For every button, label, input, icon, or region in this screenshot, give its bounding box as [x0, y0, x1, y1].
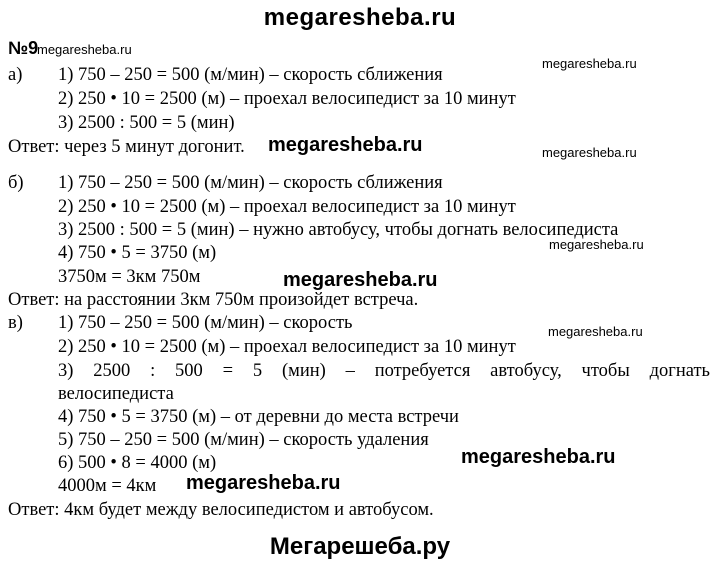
answer-line: Ответ: на расстоянии 3км 750м произойдет встреча. — [8, 290, 419, 310]
solution-line: 1) 750 – 250 = 500 (м/мин) – скорость сближения — [58, 65, 443, 85]
watermark-small: megaresheba.ru — [542, 56, 637, 71]
part-a-label: а) — [8, 65, 23, 85]
part-b-label: б) — [8, 173, 24, 193]
solution-line: 4) 750 • 5 = 3750 (м) — [58, 243, 217, 263]
answer-line: Ответ: через 5 минут догонит. — [8, 137, 245, 157]
watermark-footer: Мегарешеба.ру — [269, 533, 451, 560]
solution-line: 6) 500 • 8 = 4000 (м) — [58, 453, 217, 473]
watermark-small: megaresheba.ru — [548, 324, 643, 339]
part-c-label: в) — [8, 313, 23, 333]
solution-line: 5) 750 – 250 = 500 (м/мин) – скорость удаления — [58, 430, 429, 450]
watermark-header: megaresheba.ru — [263, 4, 457, 31]
watermark-big: megaresheba.ru — [283, 269, 438, 291]
watermark-small: megaresheba.ru — [37, 42, 132, 57]
solution-line: 3750м = 3км 750м — [58, 267, 201, 287]
watermark-big: megaresheba.ru — [461, 446, 616, 468]
solution-line: 4) 750 • 5 = 3750 (м) – от деревни до места встречи — [58, 407, 459, 427]
solution-line: 3) 2500 : 500 = 5 (мин) — [58, 113, 235, 133]
watermark-big: megaresheba.ru — [268, 134, 423, 156]
solution-line: 4000м = 4км — [58, 476, 157, 496]
task-number: №9 — [8, 38, 39, 58]
solution-line: 3) 2500 : 500 = 5 (мин) – потребуется автобусу, чтобы догнать — [58, 361, 710, 381]
solution-line: велосипедиста — [58, 384, 174, 404]
solution-line: 3) 2500 : 500 = 5 (мин) – нужно автобусу, чтобы догнать велосипедиста — [58, 220, 619, 240]
solution-line: 1) 750 – 250 = 500 (м/мин) – скорость сближения — [58, 173, 443, 193]
watermark-small: megaresheba.ru — [549, 237, 644, 252]
solution-line: 2) 250 • 10 = 2500 (м) – проехал велосипедист за 10 минут — [58, 337, 516, 357]
solution-line: 2) 250 • 10 = 2500 (м) – проехал велосипедист за 10 минут — [58, 89, 516, 109]
answer-line: Ответ: 4км будет между велосипедистом и автобусом. — [8, 500, 434, 520]
solution-line: 2) 250 • 10 = 2500 (м) – проехал велосипедист за 10 минут — [58, 197, 516, 217]
watermark-small: megaresheba.ru — [542, 145, 637, 160]
watermark-big: megaresheba.ru — [186, 472, 341, 494]
solution-line: 1) 750 – 250 = 500 (м/мин) – скорость — [58, 313, 353, 333]
